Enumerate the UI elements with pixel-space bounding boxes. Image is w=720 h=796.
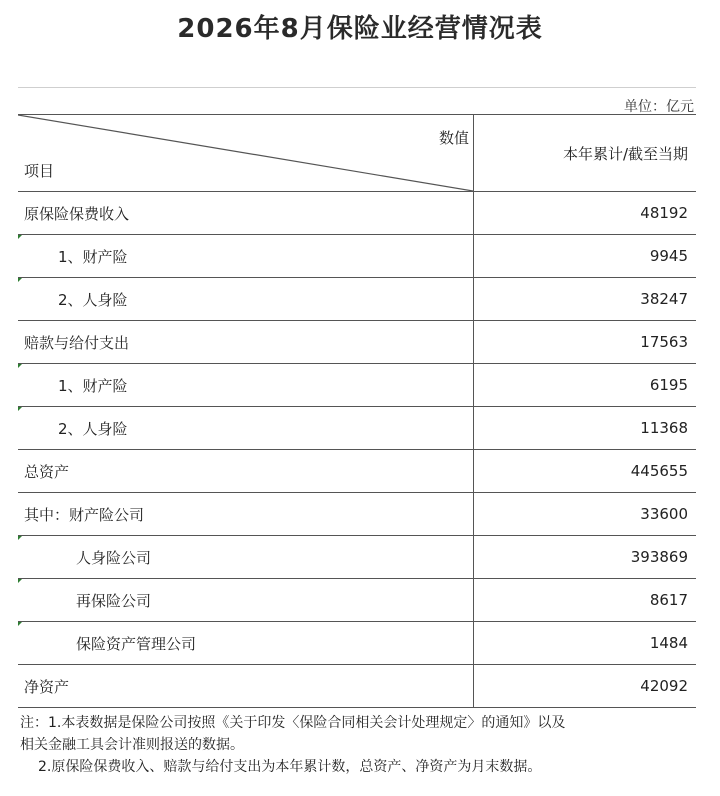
unit-label: 单位：亿元: [624, 99, 694, 115]
table-row: [18, 579, 696, 622]
corner-marker: [18, 364, 22, 368]
header-item-label: 项目: [24, 162, 55, 180]
table-row: [18, 450, 696, 493]
footnote-line-3: 2.原保险保费收入、赔款与给付支出为本年累计数，总资产、净资产为月末数据。: [38, 759, 542, 775]
corner-marker: [18, 278, 22, 282]
corner-marker: [18, 622, 22, 626]
insurance-report-table: [18, 114, 696, 708]
row-value: 38247: [474, 278, 697, 321]
corner-marker: [18, 407, 22, 411]
corner-marker: [18, 579, 22, 583]
row-value: 445655: [474, 450, 697, 493]
row-value: 11368: [474, 407, 697, 450]
table-row: [18, 235, 696, 278]
row-label: 保险资产管理公司: [18, 622, 474, 665]
diagonal-line: [18, 115, 473, 191]
corner-marker: [18, 536, 22, 540]
row-label: 净资产: [18, 665, 474, 708]
page-title: 2026年8月保险业经营情况表: [177, 14, 543, 44]
row-value: 1484: [474, 622, 697, 665]
row-value: 8617: [474, 579, 697, 622]
row-value: 42092: [474, 665, 697, 708]
row-label: 2、人身险: [18, 407, 474, 450]
footnote-line-2: 相关金融工具会计准则报送的数据。: [20, 737, 244, 753]
row-label: 2、人身险: [18, 278, 474, 321]
table-row: [18, 192, 696, 235]
header-diagonal-cell: [18, 115, 474, 192]
row-label: 赔款与给付支出: [18, 321, 474, 364]
table-row: [18, 407, 696, 450]
corner-marker: [18, 235, 22, 239]
row-value: 48192: [474, 192, 697, 235]
footnote: [20, 712, 710, 778]
table-header-row: [18, 115, 696, 192]
row-value: 393869: [474, 536, 697, 579]
row-value: 9945: [474, 235, 697, 278]
table-row: [18, 665, 696, 708]
table-row: [18, 278, 696, 321]
table-row: [18, 622, 696, 665]
header-value-column: 本年累计/截至当期: [474, 115, 697, 192]
row-label: 人身险公司: [18, 536, 474, 579]
row-label: 再保险公司: [18, 579, 474, 622]
row-value: 33600: [474, 493, 697, 536]
footnote-line-1: 注：1.本表数据是保险公司按照《关于印发〈保险合同相关会计处理规定〉的通知》以及: [20, 715, 566, 731]
row-value: 6195: [474, 364, 697, 407]
row-label: 1、财产险: [18, 364, 474, 407]
row-label: 其中：财产险公司: [18, 493, 474, 536]
table-row: [18, 493, 696, 536]
table-row: [18, 536, 696, 579]
row-value: 17563: [474, 321, 697, 364]
top-divider: [18, 87, 696, 88]
row-label: 1、财产险: [18, 235, 474, 278]
header-value-label: 数值: [438, 129, 469, 147]
table-row: [18, 364, 696, 407]
table-row: [18, 321, 696, 364]
row-label: 原保险保费收入: [18, 192, 474, 235]
row-label: 总资产: [18, 450, 474, 493]
